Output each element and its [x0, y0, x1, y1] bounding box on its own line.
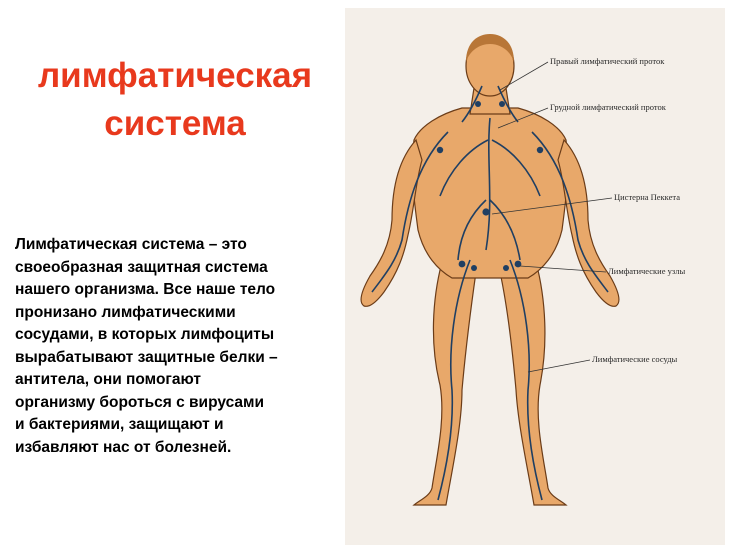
description-line: нашего организма. Все наше тело [15, 281, 276, 298]
label-nodes: Лимфатические узлы [608, 266, 686, 276]
description-line: и бактериями, защищают и [15, 416, 224, 433]
lymph-node [499, 101, 505, 107]
label-cisterna: Цистерна Пеккета [614, 192, 680, 202]
description-line: антитела, они помогают [15, 371, 201, 388]
description-line: организму бороться с вирусами [15, 393, 264, 411]
lymph-node [437, 147, 443, 153]
label-thoracic-duct: Грудной лимфатический проток [550, 102, 666, 112]
lymph-node [475, 101, 481, 107]
label-right-duct: Правый лимфатический проток [550, 56, 665, 66]
lymph-node [503, 265, 509, 271]
description-line: своеобразная защитная система [15, 258, 268, 276]
lymph-node [471, 265, 477, 271]
description-line: избавляют нас от болезней. [15, 438, 232, 456]
description-line: пронизано лимфатическими [15, 303, 236, 321]
lymph-node [482, 208, 489, 215]
left-arm [361, 140, 422, 306]
lymph-node [537, 147, 543, 153]
label-vessels: Лимфатические сосуды [592, 354, 678, 364]
description-line: вырабатывают защитные белки – [15, 348, 278, 366]
description-line: Лимфатическая система – это [15, 236, 247, 253]
description-line: сосудами, в которых лимфоциты [15, 326, 275, 343]
right-arm [558, 140, 619, 306]
right-leg [500, 262, 566, 505]
title-line-2: система [104, 104, 246, 143]
title-line-1: лимфатическая [37, 56, 313, 95]
lymph-node [459, 261, 466, 268]
